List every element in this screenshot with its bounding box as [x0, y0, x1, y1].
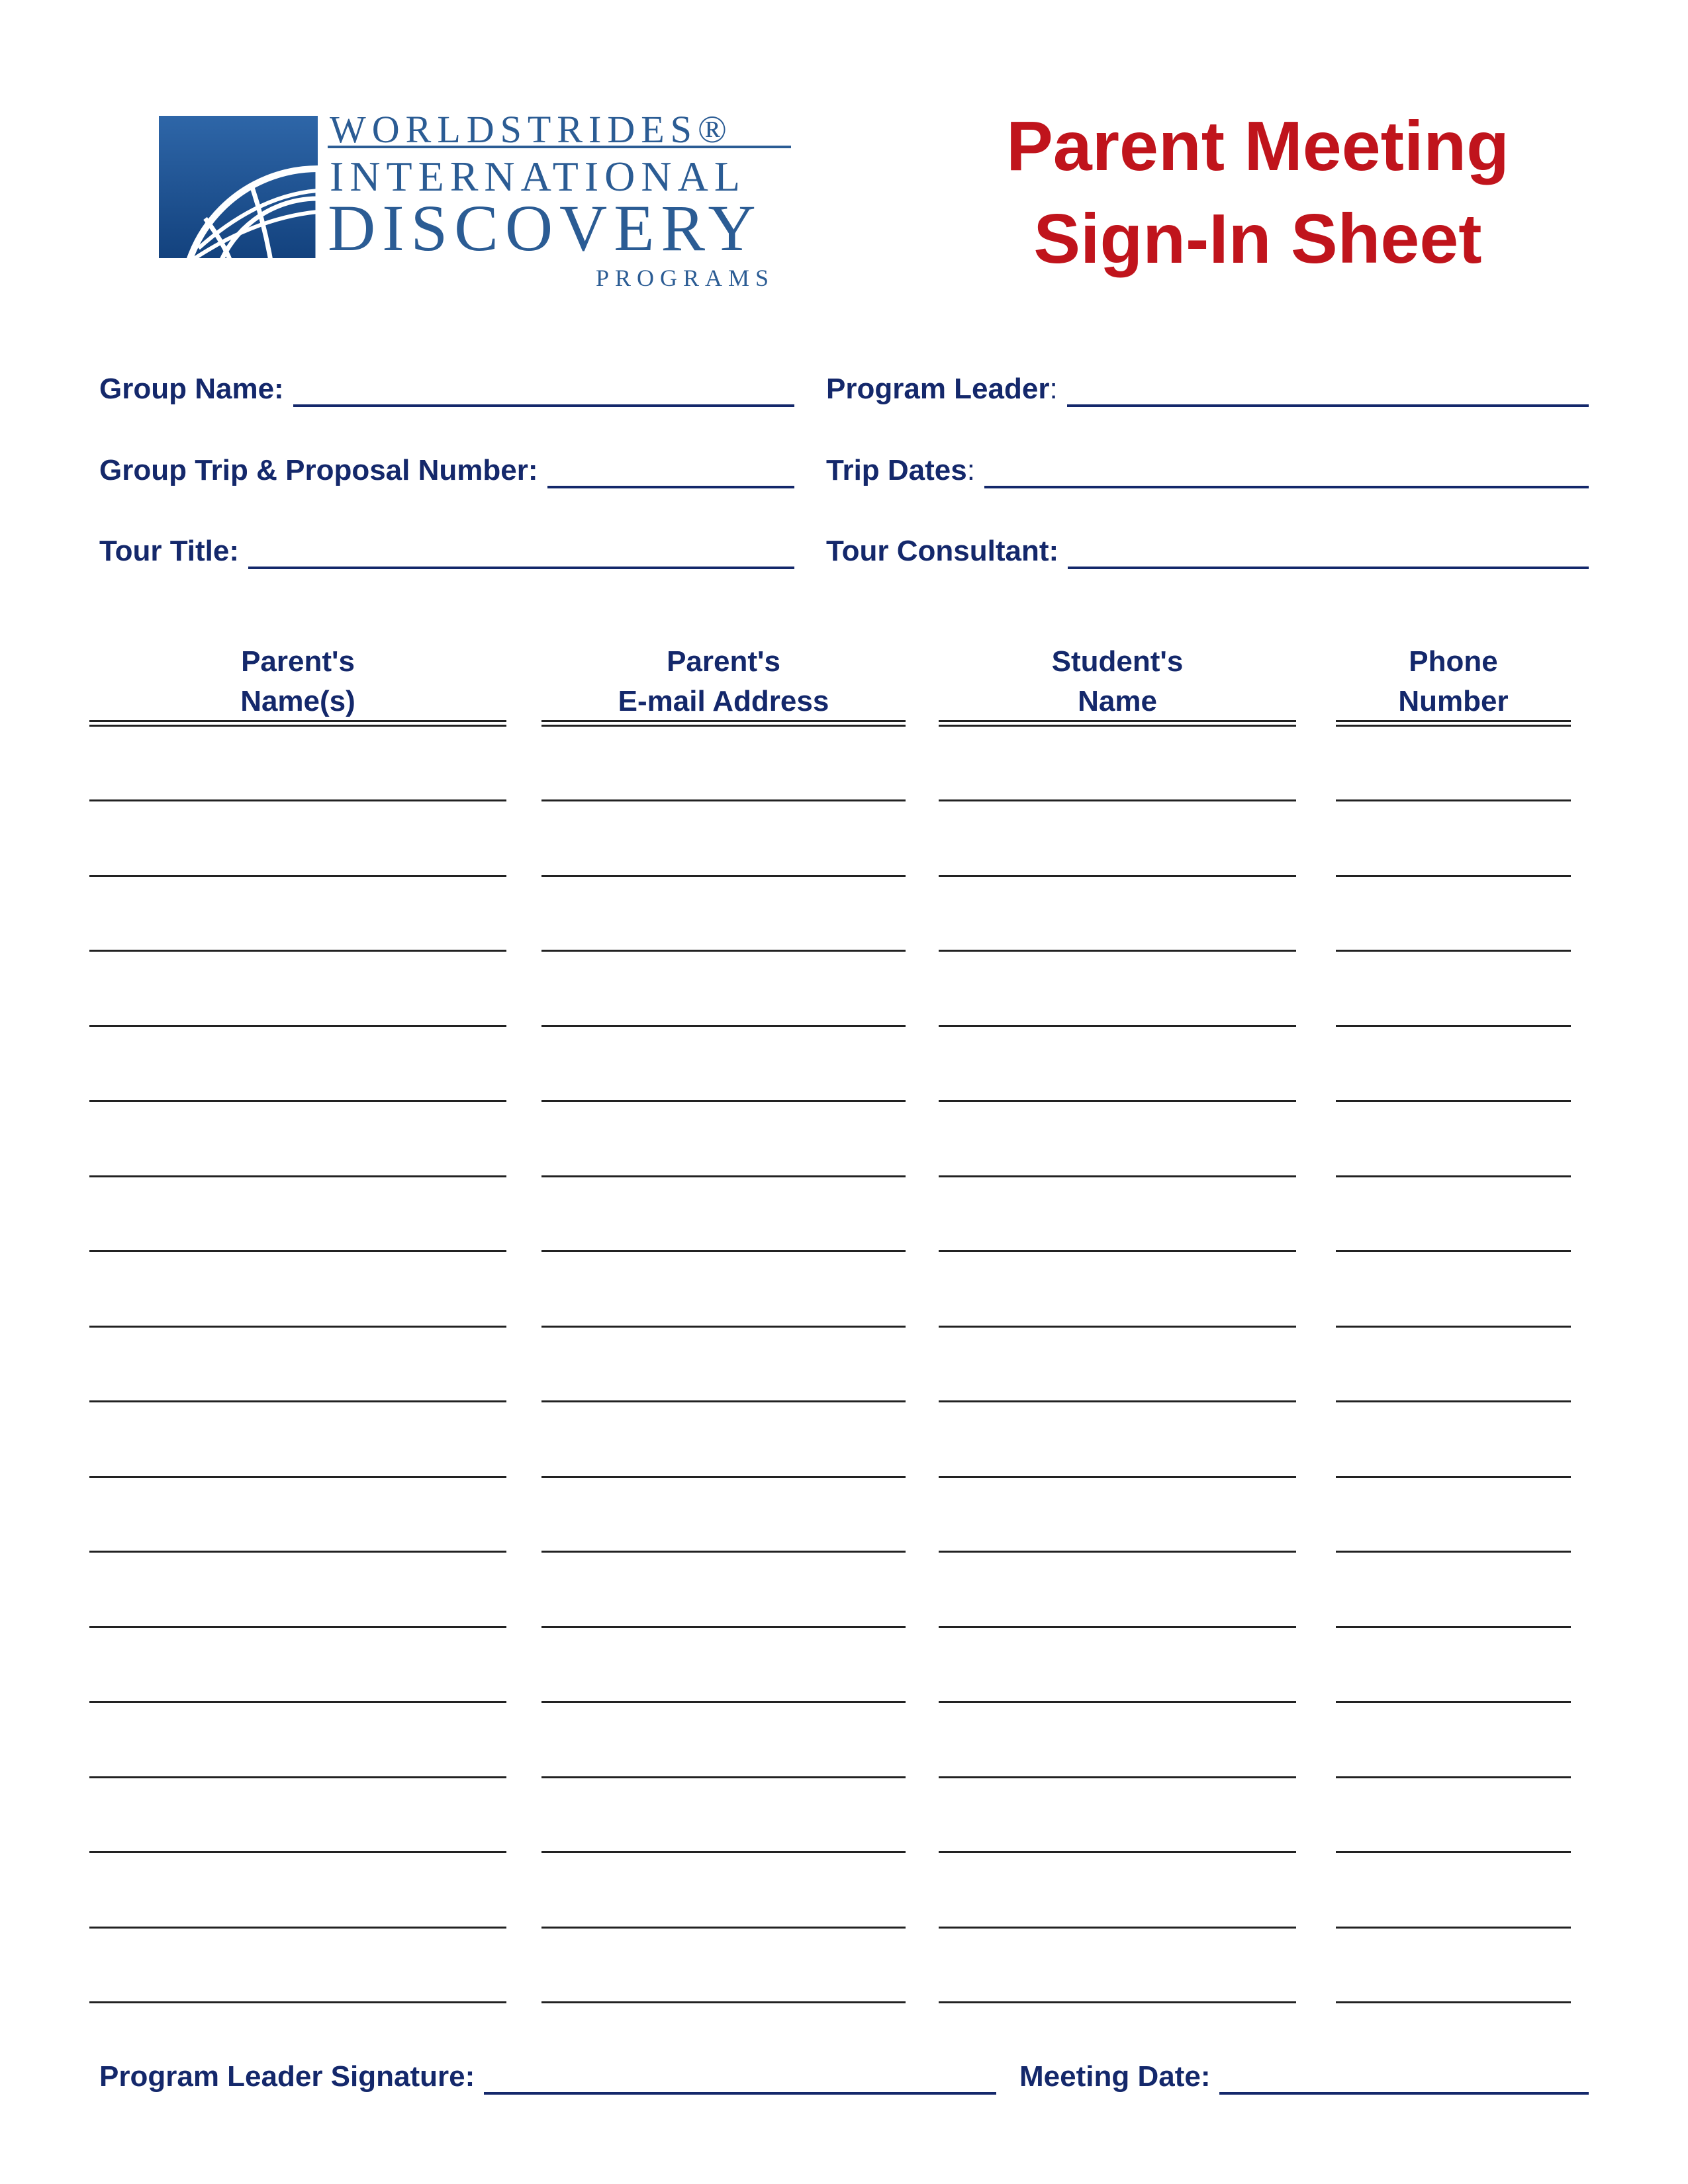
program-leader-blank[interactable] — [1067, 365, 1589, 407]
student-name-blank[interactable] — [939, 1100, 1296, 1102]
meeting-date-blank[interactable] — [1219, 2052, 1589, 2095]
parent-names-blank[interactable] — [89, 1776, 506, 1778]
parent-names-blank[interactable] — [89, 1851, 506, 1853]
program-leader-label: Program Leader: — [826, 373, 1058, 405]
header-double-rule — [1336, 720, 1571, 727]
student-name-blank[interactable] — [939, 2001, 1296, 2003]
group-name-blank[interactable] — [293, 365, 794, 407]
parent-email-blank[interactable] — [541, 950, 906, 952]
parent-names-blank[interactable] — [89, 875, 506, 877]
phone-number-blank[interactable] — [1336, 1551, 1571, 1553]
parent-email-blank[interactable] — [541, 1776, 906, 1778]
parent-email-blank[interactable] — [541, 799, 906, 801]
trip-dates-field[interactable] — [826, 449, 1589, 488]
student-name-blank[interactable] — [939, 1025, 1296, 1027]
student-name-blank[interactable] — [939, 1175, 1296, 1177]
student-name-blank[interactable] — [939, 875, 1296, 877]
parent-email-blank[interactable] — [541, 1100, 906, 1102]
tour-title-field[interactable] — [99, 529, 794, 569]
student-name-blank[interactable] — [939, 1250, 1296, 1252]
student-name-blank[interactable] — [939, 1326, 1296, 1328]
parent-names-blank[interactable] — [89, 1476, 506, 1478]
phone-number-blank[interactable] — [1336, 1776, 1571, 1778]
student-name-blank[interactable] — [939, 1626, 1296, 1628]
logo-line-programs: PROGRAMS — [596, 265, 775, 291]
student-name-blank[interactable] — [939, 1701, 1296, 1703]
parent-names-blank[interactable] — [89, 1626, 506, 1628]
student-name-blank[interactable] — [939, 1851, 1296, 1853]
phone-number-blank[interactable] — [1336, 1927, 1571, 1929]
parent-names-blank[interactable] — [89, 1551, 506, 1553]
parent-email-blank[interactable] — [541, 1250, 906, 1252]
tour-consultant-field[interactable] — [826, 529, 1589, 569]
parent-email-blank[interactable] — [541, 1400, 906, 1402]
phone-number-blank[interactable] — [1336, 1626, 1571, 1628]
parent-email-blank[interactable] — [541, 1025, 906, 1027]
program-leader-signature-field[interactable] — [99, 2055, 996, 2095]
phone-number-blank[interactable] — [1336, 2001, 1571, 2003]
parent-names-blank[interactable] — [89, 950, 506, 952]
parent-names-blank[interactable] — [89, 1025, 506, 1027]
column-header-student-name: Student's Name — [1051, 645, 1184, 717]
header-double-rule — [541, 720, 906, 727]
title-line-2: Sign-In Sheet — [1033, 200, 1482, 278]
parent-email-blank[interactable] — [541, 1927, 906, 1929]
phone-number-blank[interactable] — [1336, 1851, 1571, 1853]
parent-email-blank[interactable] — [541, 1701, 906, 1703]
logo-line-international: INTERNATIONAL — [330, 153, 746, 200]
parent-names-blank[interactable] — [89, 1326, 506, 1328]
student-name-blank[interactable] — [939, 1551, 1296, 1553]
phone-number-blank[interactable] — [1336, 799, 1571, 801]
group-trip-proposal-label: Group Trip & Proposal Number: — [99, 454, 538, 486]
worldstrides-logo — [159, 108, 801, 298]
tour-consultant-label: Tour Consultant: — [826, 535, 1059, 567]
group-trip-proposal-blank[interactable] — [547, 446, 795, 488]
program-leader-field[interactable] — [826, 367, 1589, 407]
phone-number-blank[interactable] — [1336, 1025, 1571, 1027]
tour-consultant-blank[interactable] — [1068, 527, 1589, 569]
parent-names-blank[interactable] — [89, 1400, 506, 1402]
phone-number-blank[interactable] — [1336, 1326, 1571, 1328]
header-double-rule — [939, 720, 1296, 727]
phone-number-blank[interactable] — [1336, 1476, 1571, 1478]
parent-email-blank[interactable] — [541, 875, 906, 877]
parent-names-blank[interactable] — [89, 799, 506, 801]
signature-label: Program Leader Signature: — [99, 2060, 475, 2093]
phone-number-blank[interactable] — [1336, 1100, 1571, 1102]
logo-line-worldstrides: WORLDSTRIDES® — [330, 108, 733, 151]
phone-number-blank[interactable] — [1336, 875, 1571, 877]
student-name-blank[interactable] — [939, 950, 1296, 952]
column-header-phone-number: Phone Number — [1398, 645, 1509, 717]
parent-names-blank[interactable] — [89, 1175, 506, 1177]
phone-number-blank[interactable] — [1336, 1250, 1571, 1252]
group-trip-proposal-field[interactable] — [99, 449, 794, 488]
parent-email-blank[interactable] — [541, 1326, 906, 1328]
phone-number-blank[interactable] — [1336, 1701, 1571, 1703]
globe-logo-icon — [159, 108, 801, 298]
tour-title-label: Tour Title: — [99, 535, 240, 567]
tour-title-blank[interactable] — [248, 527, 794, 569]
trip-dates-label: Trip Dates: — [826, 454, 975, 486]
signature-blank[interactable] — [484, 2052, 996, 2095]
meeting-date-label: Meeting Date: — [1019, 2060, 1211, 2093]
parent-names-blank[interactable] — [89, 1250, 506, 1252]
phone-number-blank[interactable] — [1336, 950, 1571, 952]
parent-email-blank[interactable] — [541, 1626, 906, 1628]
header-double-rule — [89, 720, 506, 727]
title-line-1: Parent Meeting — [1006, 107, 1509, 185]
logo-line-discovery: DISCOVERY — [328, 191, 763, 265]
phone-number-blank[interactable] — [1336, 1400, 1571, 1402]
student-name-blank[interactable] — [939, 1927, 1296, 1929]
parent-email-blank[interactable] — [541, 1175, 906, 1177]
parent-names-blank[interactable] — [89, 1701, 506, 1703]
student-name-blank[interactable] — [939, 1400, 1296, 1402]
parent-email-blank[interactable] — [541, 2001, 906, 2003]
student-name-blank[interactable] — [939, 1476, 1296, 1478]
student-name-blank[interactable] — [939, 799, 1296, 801]
parent-names-blank[interactable] — [89, 1927, 506, 1929]
column-header-parent-names: Parent's Name(s) — [240, 645, 355, 717]
parent-email-blank[interactable] — [541, 1551, 906, 1553]
phone-number-blank[interactable] — [1336, 1175, 1571, 1177]
meeting-date-field[interactable] — [1019, 2055, 1589, 2095]
student-name-blank[interactable] — [939, 1776, 1296, 1778]
group-name-field[interactable] — [99, 367, 794, 407]
parent-names-blank[interactable] — [89, 2001, 506, 2003]
parent-email-blank[interactable] — [541, 1476, 906, 1478]
parent-email-blank[interactable] — [541, 1851, 906, 1853]
trip-dates-blank[interactable] — [984, 446, 1589, 488]
group-name-label: Group Name: — [99, 373, 284, 405]
column-header-parent-email: Parent's E-mail Address — [618, 645, 829, 717]
parent-names-blank[interactable] — [89, 1100, 506, 1102]
